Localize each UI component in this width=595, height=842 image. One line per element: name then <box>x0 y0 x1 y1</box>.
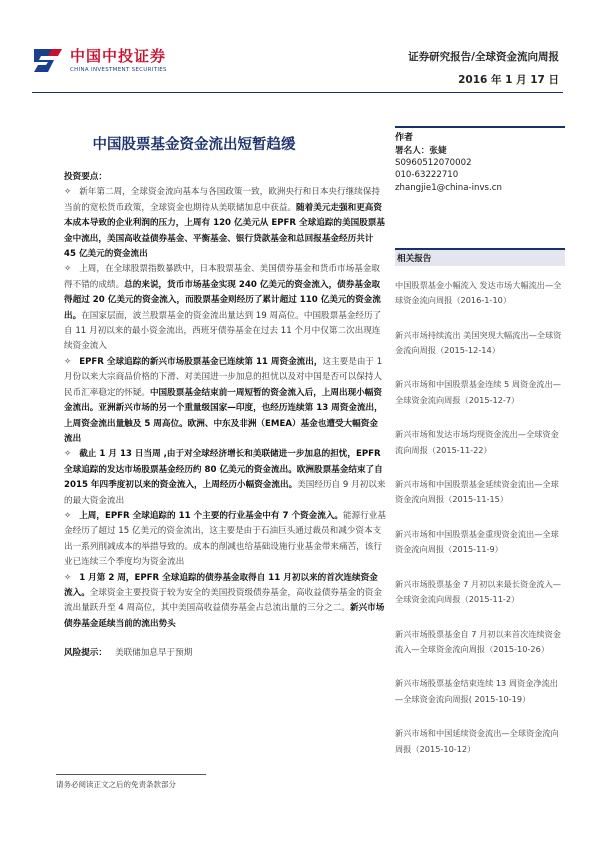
summary-paragraph <box>64 355 386 447</box>
logo-en-text: CHINA INVESTMENT SECURITIES <box>70 66 167 73</box>
risk-text: 美联储加息早于预期 <box>114 648 193 659</box>
related-reports-list <box>395 278 565 757</box>
related-report-item[interactable]: 新兴市场和中国股票基金重现资金流出—全球资金流向周报（2015-11-9） <box>395 528 559 555</box>
related-report-item[interactable]: 新兴市场股票基金结束连续 13 周资金净流出—全球资金流向周报( 2015-10-19） <box>395 678 558 704</box>
related-report-item[interactable]: 新兴市场和发达市场均现资金流出—全球资金流向周报（2015-11-22） <box>395 429 559 455</box>
license-number: S0960512070002 <box>395 158 472 169</box>
related-report-item[interactable]: 新兴市场股票基金 7 月初以来最长资金流入—全球资金流向周报（2015-11-2） <box>395 578 561 605</box>
paragraph-text: 新年第二周，全球资金流向基本与各国政策一致，欧洲央行和日本央行继续保持当前的宽松货币政策，全球资金也期待从美联储加息中获益。 <box>64 187 380 213</box>
bullet-icon: ✧ <box>64 356 72 367</box>
risk-warning <box>64 646 386 661</box>
related-report-item[interactable]: 新兴市场和中国延续资金流出—全球资金流向周报（2015-10-12） <box>395 728 559 754</box>
related-reports-header: 相关报告 <box>395 248 565 266</box>
paragraph-text: 上周，在全球股票指数暴跌中，日本股票基金、美国债券基金和货币市场基金取得不错的成绩。 <box>64 264 380 290</box>
bullet-icon: ✧ <box>64 187 72 198</box>
header-divider <box>32 92 563 93</box>
summary-paragraph <box>64 262 386 354</box>
author-info <box>395 145 565 194</box>
report-header <box>0 0 595 100</box>
paragraph-bold-text: 中国股票基金结束前一周短暂的资金流入后，上周出现小幅资金流出。亚洲新兴市场的另一个重量级国家—印度，也经历连续第 13 周资金流出，上周资金流出量触及 5 周高位。欧洲、中东及非洲（EMEA）基金也遭受大幅资金流出 <box>64 387 383 444</box>
bullet-icon: ✧ <box>64 449 72 460</box>
sidebar <box>395 126 565 776</box>
risk-label: 风险提示： <box>64 648 107 659</box>
related-report-item[interactable]: 新兴市场和中国股票基金延续资金流出—全球资金流向周报（2015-11-15） <box>395 479 559 505</box>
paragraph-text: 能源行业基金经历了超过 15 亿美元的资金流出，这主要是由于石油巨头通过裁员和减少资本支出一系列削减成本的举措导致的。成本的削减也给基础设施行业基金带来痛苦，该行业已连续三个季度均为资金流出 <box>64 510 386 568</box>
summary-paragraph <box>64 185 386 262</box>
paragraph-text: 这主要是由于 1 月份以来大宗商品价格的下滑、对美国进一步加息的担忧以及对中国是否可以保持人民币汇率稳定的怀疑。 <box>64 356 383 398</box>
report-date: 2016 年 1 月 17 日 <box>458 74 559 86</box>
paragraph-bold-text: 新兴市场债券基金延续当前的流出势头 <box>64 603 385 629</box>
footer-divider <box>56 774 206 775</box>
paragraph-bold-text: 总的来说，货币市场基金实现 240 亿美元的资金流入，债券基金取得超过 20 亿美元的资金流入，而股票基金则经历了累计超过 110 亿美元的资金流出。 <box>64 279 381 321</box>
main-content <box>64 170 386 662</box>
paragraph-text: 美国经历自 9 月初以来的最大资金流出 <box>64 480 386 506</box>
bullet-icon: ✧ <box>64 572 72 583</box>
summary-paragraph <box>64 571 386 633</box>
paragraph-bold-text: 随着美元走强和更高资本成本导致的企业利润的压力，上周有 120 亿美元从 EPFR 全球追踪的美国股票基金中流出，美国高收益债券基金、平衡基金、银行贷款基金和总回报基金经历共计 45 亿美元的资金流出 <box>64 202 385 260</box>
paragraph-bold-text: EPFR 全球追踪的新兴市场股票基金已连续第 11 周资金流出， <box>79 356 323 367</box>
disclaimer-note: 请务必阅读正文之后的免责条款部分 <box>56 780 176 789</box>
summary-paragraph <box>64 509 386 571</box>
company-logo <box>32 45 167 75</box>
summary-paragraph <box>64 447 386 509</box>
logo-mark-icon <box>32 45 64 75</box>
report-type: 证券研究报告/全球资金流向周报 <box>408 51 559 63</box>
signer-name: 张婕 <box>429 146 447 156</box>
author-label: 作者 <box>395 133 414 143</box>
related-report-item[interactable]: 新兴市场和中国股票基金连续 5 周资金流出—全球资金流向周报（2015-12-7） <box>395 379 561 405</box>
bullet-icon: ✧ <box>64 510 72 521</box>
related-report-item[interactable]: 中国股票基金小幅流入 发达市场大幅流出—全球资金流向周报（2016-1-10） <box>395 279 562 306</box>
paragraph-text: 在国家层面，波兰股票基金的资金流出量达到 19 周高位。中国股票基金经历了自 11 月初以来的最小资金流出，西班牙债券基金在过去 11 个月中仅第二次出现连续资金流入 <box>64 310 382 352</box>
phone-number: 010-63222710 <box>395 170 459 181</box>
paragraph-bold-text: 1 月第 2 周，EPFR 全球追踪的债券基金取得自 11 月初以来的首次连续资金流入。 <box>64 572 378 598</box>
logo-cn-text: 中国中投证券 <box>70 46 167 65</box>
paragraph-bold-text: 截止 1 月 13 日当周 ,由于对全球经济增长和美联储进一步加息的担忧，EPFR 全球追踪的发达市场股票基金经历约 80 亿美元的资金流出。欧洲股票基金结束了自 2015 年四季度初以来的资金流入，上周经历小幅资金流出。 <box>64 449 383 491</box>
sidebar-divider <box>395 126 565 128</box>
bullet-icon: ✧ <box>64 264 72 275</box>
paragraph-bold-text: 上周，EPFR 全球追踪的 11 个主要的行业基金中有 7 个资金流入。 <box>79 510 344 521</box>
section-label: 投资要点： <box>64 172 107 182</box>
signer-label: 署名人： <box>395 146 430 156</box>
paragraph-text: 全球资金主要投资于较为安全的美国投资级债券基金，高收益债券基金的资金流出量跃升至 4 周高位，其中美国高收益债券基金占总流出量的三分之二。 <box>64 587 382 614</box>
email-address: zhangjie1@china-invs.cn <box>395 182 502 193</box>
related-report-item[interactable]: 新兴市场股票基金自 7 月初以来首次连续资金流入—全球资金流向周报（2015-10-26） <box>395 628 561 654</box>
related-report-item[interactable]: 新兴市场持续流出 美国突现大幅流出—全球资金流向周报（2015-12-14） <box>395 329 562 356</box>
report-title: 中国股票基金资金流出短暂趋缓 <box>92 137 296 153</box>
